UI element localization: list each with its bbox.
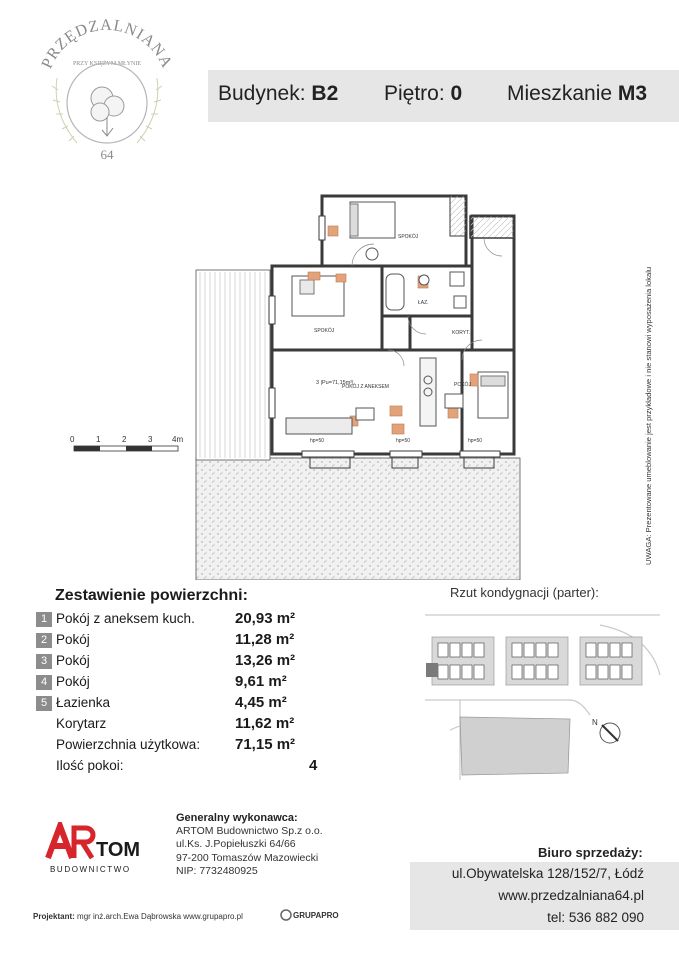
brand-tagline: PRZY KSIĘŻYM MŁYNIE — [72, 61, 142, 67]
scale-label-3: 3 — [148, 435, 153, 444]
area-row — [36, 673, 336, 693]
sales-phone: tel: 536 882 090 — [547, 910, 644, 925]
row-number: 2 — [36, 633, 52, 648]
room-label-4: KORYT. — [452, 330, 470, 336]
floor-info: Piętro: 0 — [384, 82, 463, 105]
cotton-icon — [91, 87, 124, 136]
floor-plan — [0, 180, 679, 580]
scale-bar — [70, 435, 183, 451]
garden-area — [196, 458, 520, 580]
washer — [454, 296, 466, 308]
row-value: 71,15 m² — [235, 736, 296, 753]
scale-label-4: 4m — [172, 435, 184, 444]
row-name: Pokój z aneksem kuch. — [56, 611, 195, 626]
scale-label-0: 0 — [70, 435, 75, 444]
window-tag-1: hp=50 — [310, 438, 325, 444]
row-name: Powierzchnia użytkowa: — [56, 737, 201, 752]
brand-logo — [22, 18, 192, 168]
desk-right — [445, 394, 463, 408]
windows-south — [302, 451, 500, 457]
artom-logo — [44, 822, 154, 878]
brand-name: PRZĘDZALNIANA — [38, 18, 176, 72]
north-label: N — [592, 718, 598, 727]
building-info: Budynek: B2 — [218, 82, 339, 105]
north-arrow-icon — [592, 718, 620, 743]
row-value: 9,61 m² — [235, 673, 287, 690]
apartment-info: Mieszkanie M3 — [507, 82, 648, 105]
sales-website-link[interactable]: www.przedzalniana64.pl — [498, 888, 644, 903]
sink — [450, 272, 464, 286]
header-bar — [208, 70, 679, 122]
grupapro-text: GRUPAPRO — [293, 911, 339, 920]
row-name: Pokój — [56, 674, 90, 689]
row-number: 1 — [36, 612, 52, 627]
site-plan — [420, 605, 665, 785]
room-label-1: SPOKÓJ — [398, 234, 419, 240]
designer-credit: Projektant: mgr inż.arch.Ewa Dąbrowska www.grupapro.pl — [33, 912, 243, 921]
room-label-3: ŁAZ. — [418, 300, 429, 306]
contractor-line: NIP: 7732480925 — [176, 864, 258, 877]
area-row-rooms — [36, 757, 336, 777]
grupapro-icon — [281, 910, 291, 920]
kitchen-counter — [420, 358, 436, 426]
contractor-heading: Generalny wykonawca: — [176, 812, 298, 824]
row-value: 20,93 m² — [235, 610, 296, 627]
bathtub — [386, 274, 404, 310]
row-value: 13,26 m² — [235, 652, 296, 669]
contractor-line: ul.Ks. J.Popiełuszki 64/66 — [176, 838, 296, 851]
furniture-disclaimer: UWAGA: Prezentowane umeblowanie jest przykładowe i nie stanowi wyposażenia lokalu — [644, 266, 653, 565]
room-label-6: POKÓJ — [454, 382, 471, 388]
site-building-south — [460, 717, 570, 775]
scale-label-2: 2 — [122, 435, 127, 444]
area-row — [36, 694, 336, 714]
sales-address: ul.Obywatelska 128/152/7, Łódź — [451, 866, 644, 881]
brand-number: 64 — [100, 147, 114, 162]
wardrobe-top — [450, 196, 466, 236]
terrace — [196, 270, 270, 460]
area-row-usable — [36, 736, 336, 756]
row-value: 11,62 m² — [235, 715, 295, 732]
row-name: Pokój — [56, 632, 90, 647]
sales-office-title: Biuro sprzedaży: — [538, 845, 643, 860]
entrance-lobby — [470, 216, 514, 238]
row-value: 11,28 m² — [235, 631, 295, 648]
row-name: Pokój — [56, 653, 90, 668]
sofa — [286, 418, 352, 434]
room-label-2: SPOKÓJ — [314, 328, 335, 334]
row-number: 5 — [36, 696, 52, 711]
window-tag-3: hp=50 — [468, 438, 483, 444]
site-plan-title: Rzut kondygnacji (parter): — [450, 585, 599, 600]
area-row — [36, 631, 336, 651]
artom-logo-text: TOM — [96, 839, 141, 861]
area-row-corridor — [36, 715, 336, 735]
contractor-line: ARTOM Budownictwo Sp.z o.o. — [176, 825, 323, 838]
area-summary-title: Zestawienie powierzchni: — [55, 587, 248, 604]
coffee-table — [356, 408, 374, 420]
row-name: Ilość pokoi: — [56, 758, 124, 773]
row-name: Korytarz — [56, 716, 107, 731]
contractor-info — [176, 812, 323, 878]
row-value: 4,45 m² — [235, 694, 287, 711]
row-number: 3 — [36, 654, 52, 669]
window-tag-2: hp=50 — [396, 438, 411, 444]
grupapro-logo — [280, 906, 340, 926]
area-row — [36, 610, 336, 630]
sales-office-info — [410, 862, 679, 930]
toilet — [419, 275, 429, 285]
area-row — [36, 652, 336, 672]
table-round — [366, 248, 378, 260]
artom-logo-sub: BUDOWNICTWO — [50, 865, 131, 874]
row-number: 4 — [36, 675, 52, 690]
area-tag: 3 |Pu=71,15m²| — [316, 380, 354, 386]
site-highlight-unit — [426, 663, 438, 677]
row-value: 4 — [309, 757, 318, 774]
contractor-line: 97-200 Tomaszów Mazowiecki — [176, 851, 319, 864]
room-label-5: POKÓJ Z ANEKSEM — [342, 384, 389, 390]
row-name: Łazienka — [56, 695, 111, 710]
scale-label-1: 1 — [96, 435, 101, 444]
